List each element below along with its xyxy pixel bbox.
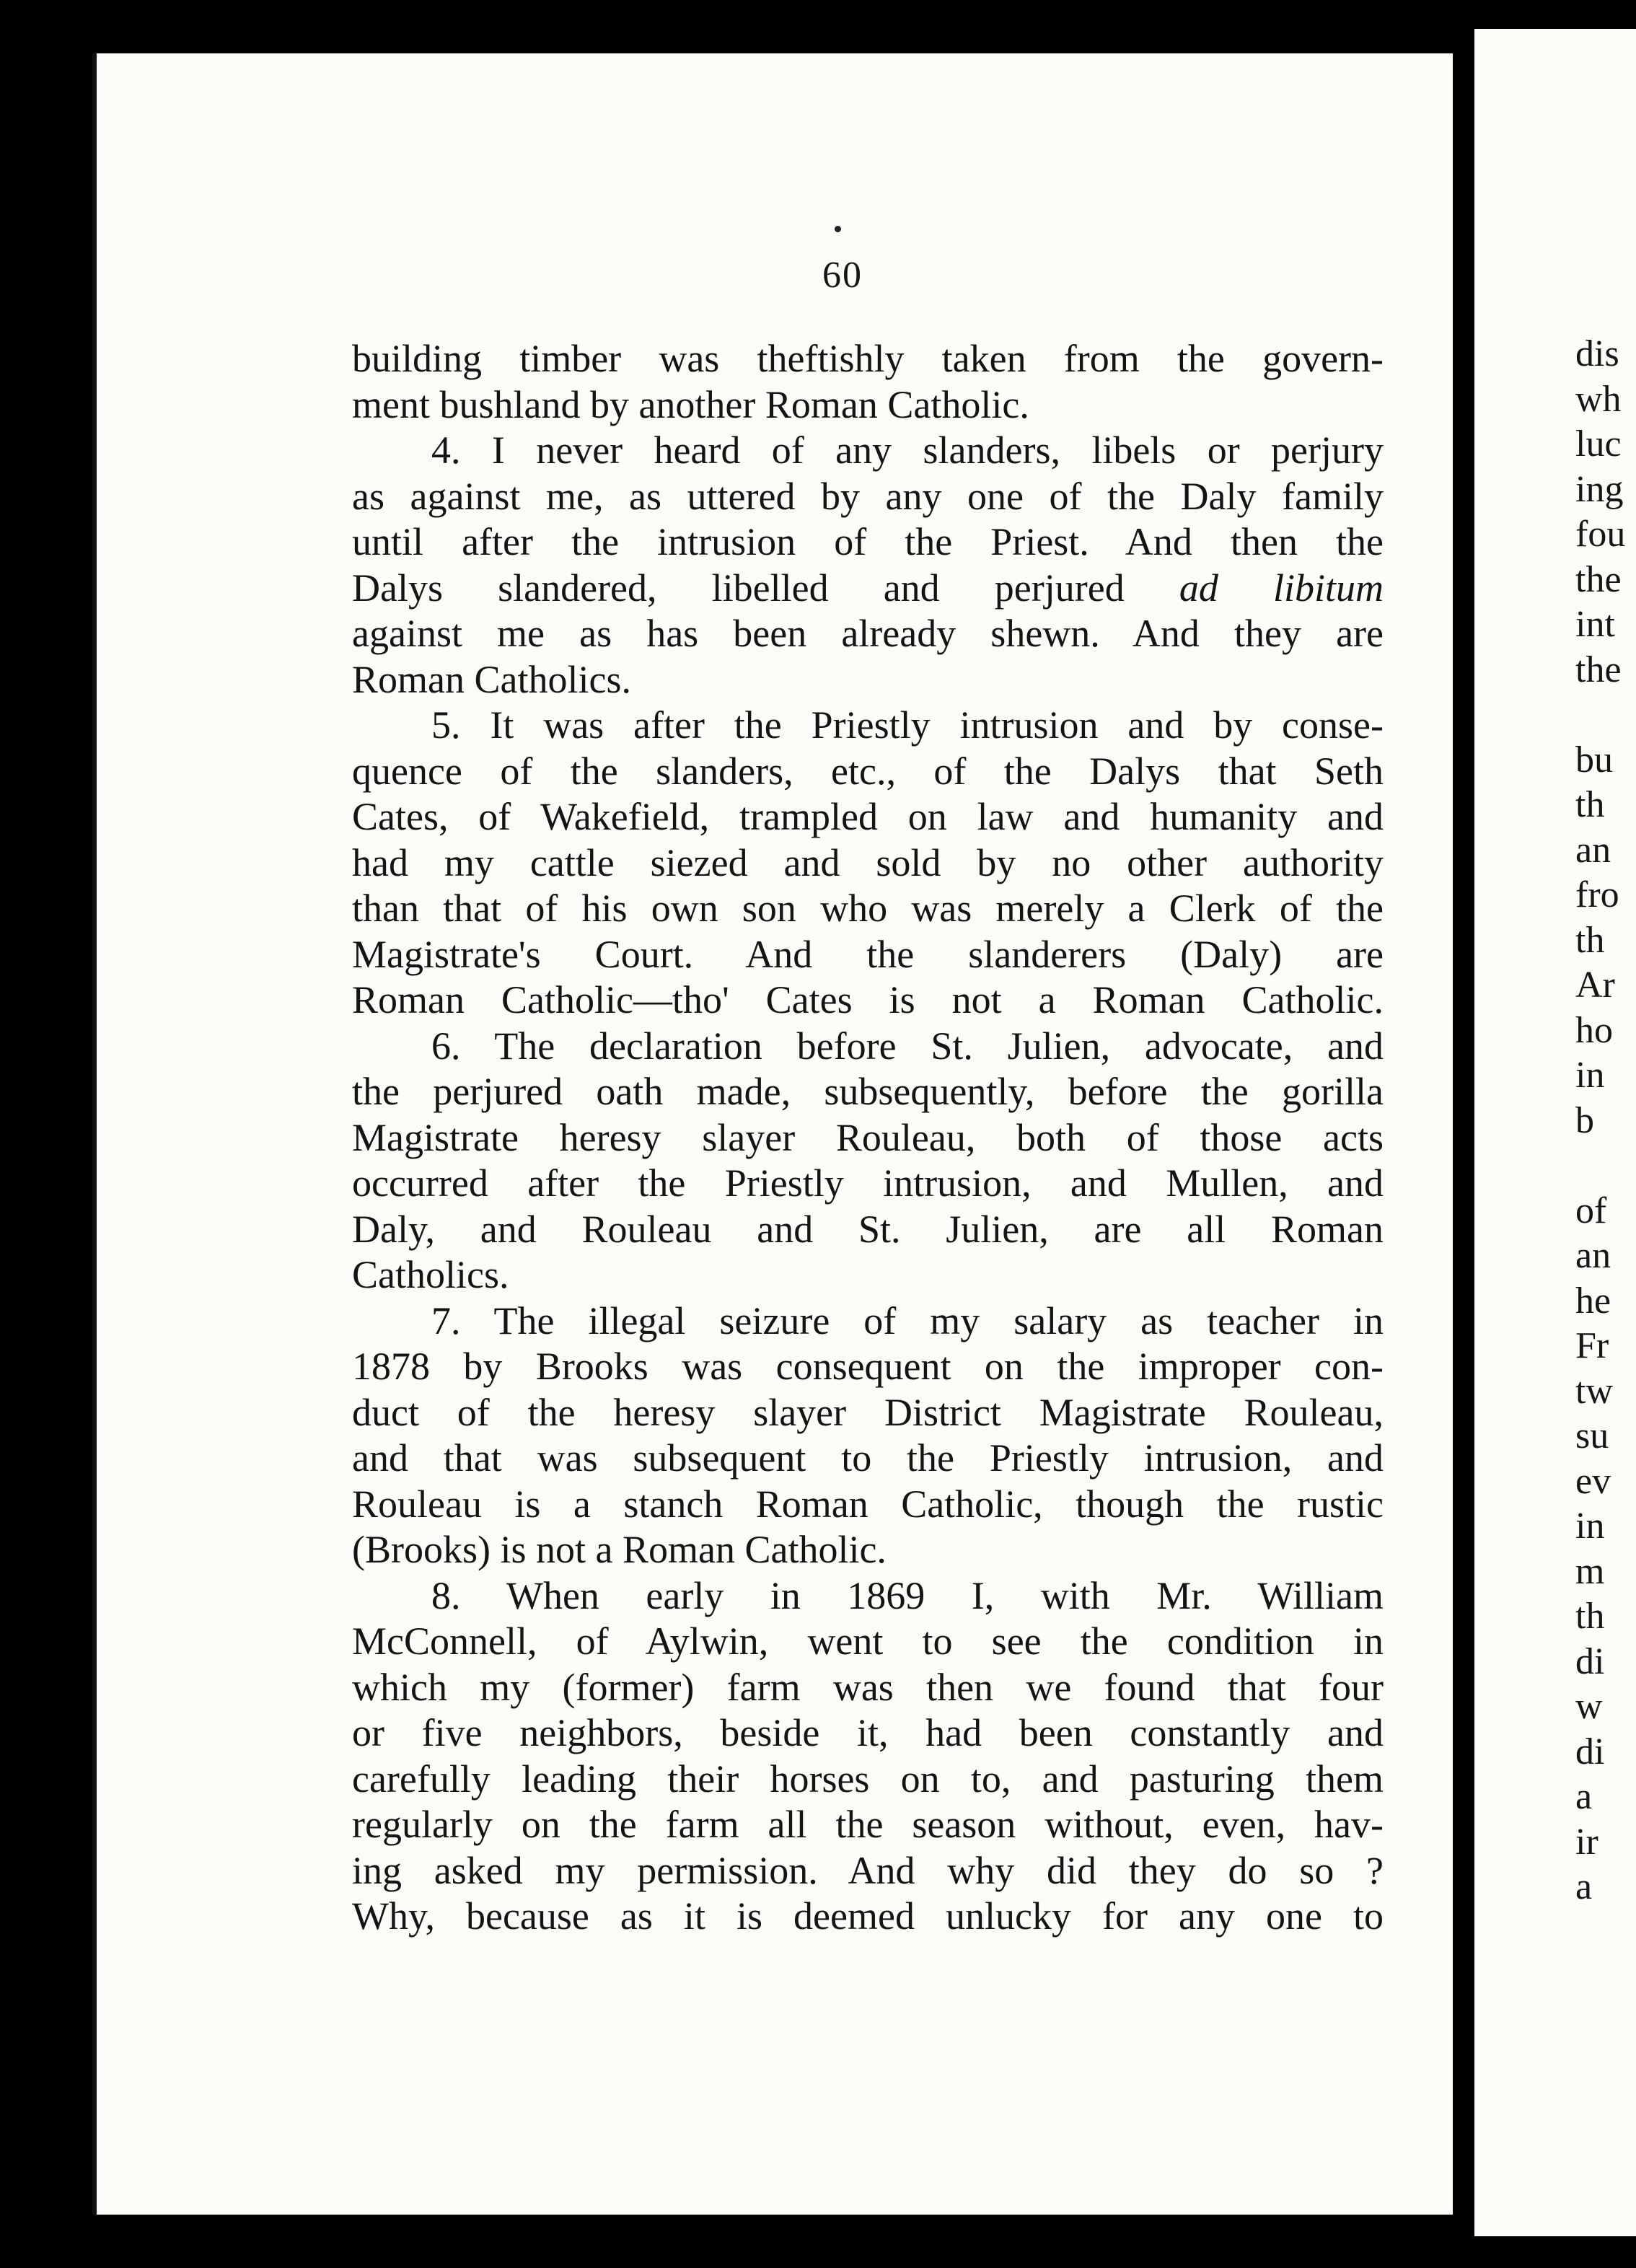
text-line: carefully leading their horses on to, and pasturing them <box>352 1757 1384 1801</box>
facing-page-line: fou <box>1575 514 1626 555</box>
text-line: 1878 by Brooks was consequent on the improper con- <box>352 1345 1384 1388</box>
text-line: than that of his own son who was merely a Clerk of the <box>352 887 1384 930</box>
facing-page-line: he <box>1575 1280 1611 1322</box>
facing-page-line: m <box>1575 1550 1605 1592</box>
text-line: Magistrate's Court. And the slanderers (Daly) are <box>352 932 1384 976</box>
facing-page-line: ing <box>1575 468 1624 510</box>
body-text <box>352 336 1384 1940</box>
text-line: as against me, as uttered by any one of the Daly family <box>352 474 1384 518</box>
text-line: Rouleau is a stanch Roman Catholic, though the rustic <box>352 1482 1384 1526</box>
text-line: which my (former) farm was then we found that four <box>352 1665 1384 1709</box>
ink-dot <box>835 226 841 232</box>
facing-page-line: dis <box>1575 333 1619 374</box>
facing-page-line: a <box>1575 1866 1593 1907</box>
facing-page-line: ir <box>1575 1821 1598 1863</box>
facing-page-line: Fr <box>1575 1325 1609 1366</box>
facing-page-line: an <box>1575 1235 1611 1276</box>
facing-page-line: di <box>1575 1731 1605 1772</box>
text-line: ing asked my permission. And why did they do so ? <box>352 1848 1384 1892</box>
text-line: Daly, and Rouleau and St. Julien, are all Roman <box>352 1207 1384 1251</box>
facing-page-line: w <box>1575 1686 1603 1727</box>
text-line: Roman Catholic—tho' Cates is not a Roman Catholic. <box>352 978 1384 1021</box>
facing-page-line: wh <box>1575 378 1622 420</box>
facing-page-line: ho <box>1575 1009 1613 1051</box>
facing-page-line: th <box>1575 919 1605 961</box>
facing-page-line: int <box>1575 604 1615 645</box>
facing-page-line: the <box>1575 649 1622 690</box>
facing-page-line: th <box>1575 1596 1605 1637</box>
text-line: the perjured oath made, subsequently, before the gorilla <box>352 1070 1384 1113</box>
facing-page-line: su <box>1575 1415 1609 1456</box>
text-line: until after the intrusion of the Priest. And then the <box>352 520 1384 563</box>
page-number: 60 <box>822 255 863 296</box>
facing-page-line: th <box>1575 784 1605 825</box>
text-line: and that was subsequent to the Priestly intrusion, and <box>352 1436 1384 1480</box>
text-line <box>352 566 1384 612</box>
facing-page-line: Ar <box>1575 964 1615 1006</box>
text-line: 7. The illegal seizure of my salary as teacher in <box>431 1298 1384 1342</box>
facing-page-line: ev <box>1575 1460 1611 1502</box>
facing-page-line: di <box>1575 1640 1605 1682</box>
text-line: duct of the heresy slayer District Magistrate Rouleau, <box>352 1390 1384 1434</box>
facing-page <box>1474 29 1636 2236</box>
text-line: quence of the slanders, etc., of the Dalys that Seth <box>352 749 1384 793</box>
italic-phrase: ad libitum <box>1179 566 1384 610</box>
text-line: ment bushland by another Roman Catholic. <box>352 382 1029 426</box>
text-line: had my cattle siezed and sold by no other authority <box>352 840 1384 884</box>
facing-page-line: the <box>1575 558 1622 600</box>
text-line: 8. When early in 1869 I, with Mr. William <box>431 1573 1384 1617</box>
text-line: 5. It was after the Priestly intrusion and by conse- <box>431 703 1384 747</box>
facing-page-line: in <box>1575 1506 1605 1547</box>
facing-page-line: an <box>1575 829 1611 871</box>
text-line: (Brooks) is not a Roman Catholic. <box>352 1528 887 1571</box>
text-line: 6. The declaration before St. Julien, advocate, and <box>431 1024 1384 1068</box>
text-line: 4. I never heard of any slanders, libels or perjury <box>431 428 1384 472</box>
text-line: McConnell, of Aylwin, went to see the condition in <box>352 1619 1384 1663</box>
facing-page-line: tw <box>1575 1370 1613 1412</box>
text-line: building timber was theftishly taken from the govern- <box>352 337 1384 380</box>
facing-page-line: in <box>1575 1055 1605 1096</box>
facing-page-line: a <box>1575 1776 1593 1817</box>
text-fragment: Dalys slandered, libelled and perjured ad libitum <box>352 566 1384 610</box>
facing-page-line: of <box>1575 1190 1607 1231</box>
facing-page-line: b <box>1575 1099 1594 1141</box>
text-line: occurred after the Priestly intrusion, and Mullen, and <box>352 1161 1384 1205</box>
text-line: Cates, of Wakefield, trampled on law and humanity and <box>352 795 1384 838</box>
facing-page-line: luc <box>1575 423 1622 465</box>
text-line: Catholics. <box>352 1253 509 1296</box>
facing-page-line: bu <box>1575 739 1613 781</box>
text-line: regularly on the farm all the season without, even, hav- <box>352 1803 1384 1846</box>
facing-page-line: fro <box>1575 874 1619 915</box>
text-line: Why, because as it is deemed unlucky for any one to <box>352 1894 1384 1938</box>
text-line: Magistrate heresy slayer Rouleau, both of those acts <box>352 1115 1384 1159</box>
book-gutter <box>1453 29 1474 2236</box>
text-line: against me as has been already shewn. And they are <box>352 612 1384 655</box>
text-line: or five neighbors, beside it, had been constantly and <box>352 1711 1384 1754</box>
scan-left-margin <box>0 0 92 2268</box>
text-line: Roman Catholics. <box>352 657 631 701</box>
